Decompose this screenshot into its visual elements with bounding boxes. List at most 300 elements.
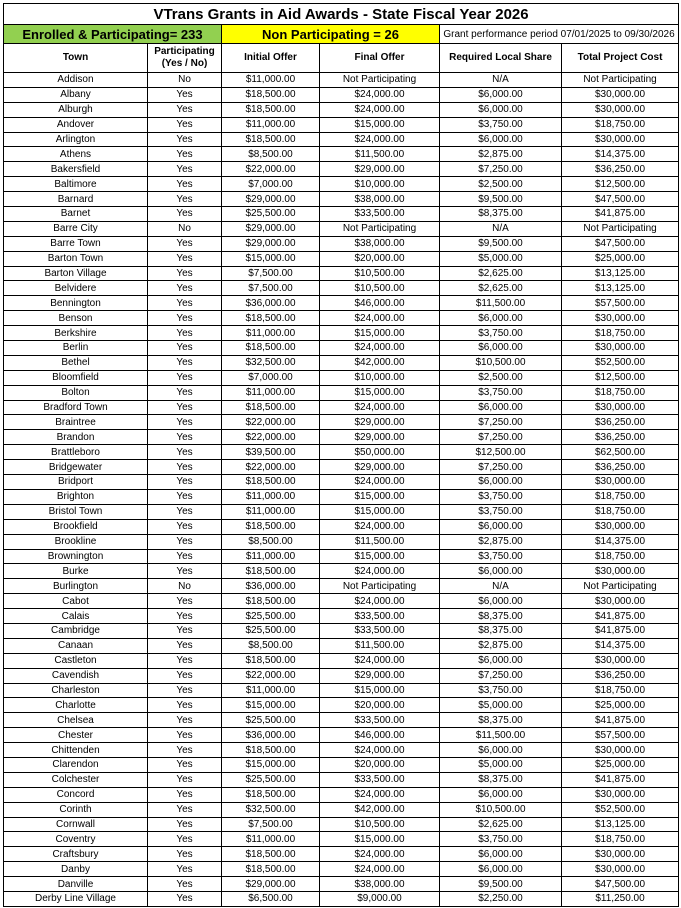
total-cost-cell: $25,000.00 <box>562 757 679 772</box>
local-share-cell: $6,000.00 <box>440 475 562 490</box>
initial-offer-cell: $22,000.00 <box>222 668 320 683</box>
participating-cell: Yes <box>148 87 222 102</box>
initial-offer-cell: $15,000.00 <box>222 757 320 772</box>
table-row <box>4 579 679 594</box>
total-cost-cell: Not Participating <box>562 221 679 236</box>
table-row <box>4 73 679 88</box>
final-offer-cell: $33,500.00 <box>320 207 440 222</box>
total-cost-cell: $41,875.00 <box>562 207 679 222</box>
initial-offer-cell: $7,500.00 <box>222 817 320 832</box>
total-cost-cell: $14,375.00 <box>562 147 679 162</box>
column-header-total-cost: Total Project Cost <box>562 44 679 73</box>
table-row <box>4 817 679 832</box>
participating-cell: Yes <box>148 564 222 579</box>
town-cell: Bethel <box>4 355 148 370</box>
initial-offer-cell: $29,000.00 <box>222 221 320 236</box>
table-row <box>4 668 679 683</box>
total-cost-cell: $18,750.00 <box>562 683 679 698</box>
total-cost-cell: $41,875.00 <box>562 609 679 624</box>
final-offer-cell: $29,000.00 <box>320 460 440 475</box>
local-share-cell: $6,000.00 <box>440 102 562 117</box>
town-cell: Brownington <box>4 549 148 564</box>
participating-cell: Yes <box>148 489 222 504</box>
local-share-cell: $3,750.00 <box>440 832 562 847</box>
local-share-cell: $6,000.00 <box>440 862 562 877</box>
table-row <box>4 415 679 430</box>
initial-offer-cell: $11,000.00 <box>222 73 320 88</box>
initial-offer-cell: $25,500.00 <box>222 609 320 624</box>
total-cost-cell: $30,000.00 <box>562 132 679 147</box>
table-row <box>4 519 679 534</box>
final-offer-cell: $24,000.00 <box>320 519 440 534</box>
total-cost-cell: $62,500.00 <box>562 445 679 460</box>
initial-offer-cell: $25,500.00 <box>222 772 320 787</box>
participating-cell: Yes <box>148 638 222 653</box>
local-share-cell: $6,000.00 <box>440 653 562 668</box>
total-cost-cell: $18,750.00 <box>562 326 679 341</box>
total-cost-cell: $47,500.00 <box>562 877 679 892</box>
participating-cell: Yes <box>148 281 222 296</box>
local-share-cell: $6,000.00 <box>440 564 562 579</box>
local-share-cell: $3,750.00 <box>440 385 562 400</box>
total-cost-cell: $11,250.00 <box>562 891 679 906</box>
table-row <box>4 891 679 906</box>
local-share-cell: $5,000.00 <box>440 757 562 772</box>
final-offer-cell: $24,000.00 <box>320 132 440 147</box>
local-share-cell: $7,250.00 <box>440 415 562 430</box>
total-cost-cell: $52,500.00 <box>562 802 679 817</box>
initial-offer-cell: $11,000.00 <box>222 117 320 132</box>
table-row <box>4 534 679 549</box>
initial-offer-cell: $11,000.00 <box>222 489 320 504</box>
final-offer-cell: $15,000.00 <box>320 832 440 847</box>
initial-offer-cell: $11,000.00 <box>222 549 320 564</box>
total-cost-cell: $36,250.00 <box>562 415 679 430</box>
town-cell: Bloomfield <box>4 370 148 385</box>
total-cost-cell: $47,500.00 <box>562 236 679 251</box>
town-cell: Athens <box>4 147 148 162</box>
final-offer-cell: $9,000.00 <box>320 891 440 906</box>
table-row <box>4 132 679 147</box>
town-cell: Calais <box>4 609 148 624</box>
table-row <box>4 430 679 445</box>
initial-offer-cell: $36,000.00 <box>222 296 320 311</box>
local-share-cell: $9,500.00 <box>440 877 562 892</box>
local-share-cell: $7,250.00 <box>440 668 562 683</box>
local-share-cell: $6,000.00 <box>440 311 562 326</box>
column-header-town: Town <box>4 44 148 73</box>
participating-cell: Yes <box>148 326 222 341</box>
participating-cell: Yes <box>148 594 222 609</box>
final-offer-cell: $20,000.00 <box>320 698 440 713</box>
final-offer-cell: $24,000.00 <box>320 743 440 758</box>
participating-cell: Yes <box>148 370 222 385</box>
initial-offer-cell: $11,000.00 <box>222 832 320 847</box>
enrolled-count-banner: Enrolled & Participating= 233 <box>4 25 222 44</box>
local-share-cell: $2,875.00 <box>440 534 562 549</box>
local-share-cell: $7,250.00 <box>440 460 562 475</box>
page-title: VTrans Grants in Aid Awards - State Fiscal Year 2026 <box>4 4 679 25</box>
town-cell: Cavendish <box>4 668 148 683</box>
final-offer-cell: $24,000.00 <box>320 341 440 356</box>
table-row <box>4 341 679 356</box>
total-cost-cell: $30,000.00 <box>562 341 679 356</box>
table-row <box>4 102 679 117</box>
table-row <box>4 832 679 847</box>
participating-cell: Yes <box>148 296 222 311</box>
table-row <box>4 594 679 609</box>
table-row <box>4 475 679 490</box>
participating-cell: Yes <box>148 519 222 534</box>
final-offer-cell: $15,000.00 <box>320 117 440 132</box>
initial-offer-cell: $22,000.00 <box>222 460 320 475</box>
local-share-cell: $6,000.00 <box>440 132 562 147</box>
local-share-cell: $2,875.00 <box>440 147 562 162</box>
table-row <box>4 609 679 624</box>
initial-offer-cell: $22,000.00 <box>222 430 320 445</box>
final-offer-cell: $20,000.00 <box>320 251 440 266</box>
initial-offer-cell: $7,000.00 <box>222 177 320 192</box>
table-row <box>4 713 679 728</box>
town-cell: Alburgh <box>4 102 148 117</box>
initial-offer-cell: $18,500.00 <box>222 564 320 579</box>
local-share-cell: $6,000.00 <box>440 400 562 415</box>
table-row <box>4 743 679 758</box>
local-share-cell: $7,250.00 <box>440 162 562 177</box>
town-cell: Barnet <box>4 207 148 222</box>
final-offer-cell: $24,000.00 <box>320 594 440 609</box>
local-share-cell: $3,750.00 <box>440 489 562 504</box>
local-share-cell: $2,500.00 <box>440 177 562 192</box>
local-share-cell: $6,000.00 <box>440 594 562 609</box>
initial-offer-cell: $25,500.00 <box>222 207 320 222</box>
final-offer-cell: $33,500.00 <box>320 713 440 728</box>
total-cost-cell: $12,500.00 <box>562 177 679 192</box>
final-offer-cell: $42,000.00 <box>320 802 440 817</box>
initial-offer-cell: $7,000.00 <box>222 370 320 385</box>
final-offer-cell: $11,500.00 <box>320 638 440 653</box>
final-offer-cell: $15,000.00 <box>320 504 440 519</box>
initial-offer-cell: $18,500.00 <box>222 787 320 802</box>
final-offer-cell: Not Participating <box>320 221 440 236</box>
final-offer-cell: $10,500.00 <box>320 266 440 281</box>
initial-offer-cell: $11,000.00 <box>222 683 320 698</box>
town-cell: Barton Town <box>4 251 148 266</box>
town-cell: Danville <box>4 877 148 892</box>
table-body <box>4 73 679 907</box>
local-share-cell: $12,500.00 <box>440 445 562 460</box>
final-offer-cell: $24,000.00 <box>320 787 440 802</box>
table-row <box>4 445 679 460</box>
column-header-participating: Participating (Yes / No) <box>148 44 222 73</box>
final-offer-cell: $24,000.00 <box>320 475 440 490</box>
table-row <box>4 787 679 802</box>
total-cost-cell: $30,000.00 <box>562 743 679 758</box>
town-cell: Bridport <box>4 475 148 490</box>
initial-offer-cell: $8,500.00 <box>222 638 320 653</box>
local-share-cell: N/A <box>440 221 562 236</box>
town-cell: Cabot <box>4 594 148 609</box>
table-row <box>4 207 679 222</box>
table-row <box>4 877 679 892</box>
local-share-cell: $7,250.00 <box>440 430 562 445</box>
initial-offer-cell: $18,500.00 <box>222 594 320 609</box>
table-row <box>4 236 679 251</box>
initial-offer-cell: $11,000.00 <box>222 385 320 400</box>
final-offer-cell: $10,000.00 <box>320 177 440 192</box>
initial-offer-cell: $22,000.00 <box>222 162 320 177</box>
table-row <box>4 87 679 102</box>
town-cell: Charleston <box>4 683 148 698</box>
total-cost-cell: $18,750.00 <box>562 385 679 400</box>
initial-offer-cell: $25,500.00 <box>222 623 320 638</box>
town-cell: Belvidere <box>4 281 148 296</box>
town-cell: Arlington <box>4 132 148 147</box>
table-row <box>4 728 679 743</box>
final-offer-cell: $46,000.00 <box>320 296 440 311</box>
table-row <box>4 281 679 296</box>
participating-cell: Yes <box>148 787 222 802</box>
table-row <box>4 772 679 787</box>
total-cost-cell: $30,000.00 <box>562 653 679 668</box>
town-cell: Chelsea <box>4 713 148 728</box>
local-share-cell: $8,375.00 <box>440 207 562 222</box>
table-row <box>4 177 679 192</box>
table-row <box>4 400 679 415</box>
initial-offer-cell: $18,500.00 <box>222 400 320 415</box>
participating-cell: Yes <box>148 534 222 549</box>
final-offer-cell: $15,000.00 <box>320 326 440 341</box>
final-offer-cell: $11,500.00 <box>320 147 440 162</box>
town-cell: Colchester <box>4 772 148 787</box>
table-row <box>4 564 679 579</box>
table-row <box>4 460 679 475</box>
town-cell: Barnard <box>4 192 148 207</box>
initial-offer-cell: $18,500.00 <box>222 311 320 326</box>
participating-cell: No <box>148 221 222 236</box>
participating-cell: Yes <box>148 683 222 698</box>
total-cost-cell: $30,000.00 <box>562 564 679 579</box>
participating-cell: Yes <box>148 132 222 147</box>
participating-cell: Yes <box>148 355 222 370</box>
local-share-cell: $6,000.00 <box>440 847 562 862</box>
town-cell: Berkshire <box>4 326 148 341</box>
town-cell: Danby <box>4 862 148 877</box>
town-cell: Charlotte <box>4 698 148 713</box>
local-share-cell: $2,875.00 <box>440 638 562 653</box>
local-share-cell: N/A <box>440 579 562 594</box>
participating-cell: Yes <box>148 832 222 847</box>
local-share-cell: $6,000.00 <box>440 87 562 102</box>
total-cost-cell: $30,000.00 <box>562 475 679 490</box>
table-row <box>4 847 679 862</box>
participating-cell: Yes <box>148 162 222 177</box>
final-offer-cell: $38,000.00 <box>320 236 440 251</box>
initial-offer-cell: $32,500.00 <box>222 355 320 370</box>
final-offer-cell: $24,000.00 <box>320 564 440 579</box>
town-cell: Brighton <box>4 489 148 504</box>
table-row <box>4 266 679 281</box>
participating-cell: Yes <box>148 772 222 787</box>
final-offer-cell: $29,000.00 <box>320 415 440 430</box>
town-cell: Braintree <box>4 415 148 430</box>
town-cell: Barton Village <box>4 266 148 281</box>
local-share-cell: $3,750.00 <box>440 504 562 519</box>
participating-cell: Yes <box>148 504 222 519</box>
table-row <box>4 802 679 817</box>
participating-cell: Yes <box>148 207 222 222</box>
table-row <box>4 653 679 668</box>
total-cost-cell: $30,000.00 <box>562 87 679 102</box>
final-offer-cell: Not Participating <box>320 579 440 594</box>
final-offer-cell: $46,000.00 <box>320 728 440 743</box>
final-offer-cell: $29,000.00 <box>320 430 440 445</box>
local-share-cell: $3,750.00 <box>440 683 562 698</box>
initial-offer-cell: $29,000.00 <box>222 192 320 207</box>
total-cost-cell: $36,250.00 <box>562 430 679 445</box>
final-offer-cell: $29,000.00 <box>320 162 440 177</box>
total-cost-cell: $41,875.00 <box>562 623 679 638</box>
participating-cell: Yes <box>148 891 222 906</box>
local-share-cell: $3,750.00 <box>440 117 562 132</box>
participating-cell: Yes <box>148 549 222 564</box>
town-cell: Cambridge <box>4 623 148 638</box>
town-cell: Derby Line Village <box>4 891 148 906</box>
initial-offer-cell: $22,000.00 <box>222 415 320 430</box>
final-offer-cell: $29,000.00 <box>320 668 440 683</box>
initial-offer-cell: $36,000.00 <box>222 579 320 594</box>
participating-cell: Yes <box>148 192 222 207</box>
participating-cell: Yes <box>148 817 222 832</box>
total-cost-cell: $13,125.00 <box>562 281 679 296</box>
town-cell: Burlington <box>4 579 148 594</box>
participating-cell: Yes <box>148 445 222 460</box>
final-offer-cell: $33,500.00 <box>320 623 440 638</box>
non-participating-count-banner: Non Participating = 26 <box>222 25 440 44</box>
total-cost-cell: $30,000.00 <box>562 400 679 415</box>
participating-cell: Yes <box>148 847 222 862</box>
total-cost-cell: $30,000.00 <box>562 102 679 117</box>
town-cell: Canaan <box>4 638 148 653</box>
total-cost-cell: $25,000.00 <box>562 698 679 713</box>
initial-offer-cell: $18,500.00 <box>222 341 320 356</box>
total-cost-cell: $41,875.00 <box>562 713 679 728</box>
town-cell: Brookline <box>4 534 148 549</box>
participating-cell: Yes <box>148 177 222 192</box>
table-row <box>4 296 679 311</box>
initial-offer-cell: $39,500.00 <box>222 445 320 460</box>
final-offer-cell: $10,000.00 <box>320 370 440 385</box>
town-cell: Chittenden <box>4 743 148 758</box>
participating-cell: Yes <box>148 653 222 668</box>
total-cost-cell: $52,500.00 <box>562 355 679 370</box>
local-share-cell: $5,000.00 <box>440 698 562 713</box>
table-row <box>4 683 679 698</box>
total-cost-cell: $13,125.00 <box>562 817 679 832</box>
table-row <box>4 385 679 400</box>
participating-cell: Yes <box>148 236 222 251</box>
participating-cell: Yes <box>148 251 222 266</box>
local-share-cell: $2,625.00 <box>440 266 562 281</box>
table-row <box>4 162 679 177</box>
participating-cell: Yes <box>148 713 222 728</box>
initial-offer-cell: $29,000.00 <box>222 877 320 892</box>
local-share-cell: $3,750.00 <box>440 549 562 564</box>
final-offer-cell: $24,000.00 <box>320 87 440 102</box>
initial-offer-cell: $11,000.00 <box>222 504 320 519</box>
participating-cell: Yes <box>148 728 222 743</box>
table-row <box>4 355 679 370</box>
final-offer-cell: $42,000.00 <box>320 355 440 370</box>
local-share-cell: N/A <box>440 73 562 88</box>
table-row <box>4 489 679 504</box>
town-cell: Corinth <box>4 802 148 817</box>
local-share-cell: $9,500.00 <box>440 236 562 251</box>
town-cell: Barre Town <box>4 236 148 251</box>
town-cell: Burke <box>4 564 148 579</box>
initial-offer-cell: $7,500.00 <box>222 281 320 296</box>
final-offer-cell: $24,000.00 <box>320 102 440 117</box>
local-share-cell: $8,375.00 <box>440 772 562 787</box>
final-offer-cell: $24,000.00 <box>320 311 440 326</box>
town-cell: Bakersfield <box>4 162 148 177</box>
initial-offer-cell: $36,000.00 <box>222 728 320 743</box>
town-cell: Castleton <box>4 653 148 668</box>
total-cost-cell: $18,750.00 <box>562 489 679 504</box>
initial-offer-cell: $18,500.00 <box>222 862 320 877</box>
local-share-cell: $6,000.00 <box>440 743 562 758</box>
participating-cell: Yes <box>148 475 222 490</box>
participating-cell: Yes <box>148 460 222 475</box>
initial-offer-cell: $18,500.00 <box>222 87 320 102</box>
final-offer-cell: $24,000.00 <box>320 400 440 415</box>
local-share-cell: $9,500.00 <box>440 192 562 207</box>
total-cost-cell: $14,375.00 <box>562 534 679 549</box>
local-share-cell: $6,000.00 <box>440 341 562 356</box>
grants-spreadsheet <box>3 3 678 907</box>
participating-cell: Yes <box>148 341 222 356</box>
participating-cell: Yes <box>148 862 222 877</box>
final-offer-cell: $15,000.00 <box>320 549 440 564</box>
final-offer-cell: $24,000.00 <box>320 847 440 862</box>
initial-offer-cell: $25,500.00 <box>222 713 320 728</box>
initial-offer-cell: $32,500.00 <box>222 802 320 817</box>
initial-offer-cell: $11,000.00 <box>222 326 320 341</box>
total-cost-cell: $57,500.00 <box>562 296 679 311</box>
grant-period-note: Grant performance period 07/01/2025 to 09/30/2026 <box>440 25 679 44</box>
initial-offer-cell: $8,500.00 <box>222 534 320 549</box>
total-cost-cell: $30,000.00 <box>562 311 679 326</box>
participating-cell: Yes <box>148 623 222 638</box>
initial-offer-cell: $18,500.00 <box>222 847 320 862</box>
town-cell: Barre City <box>4 221 148 236</box>
total-cost-cell: $13,125.00 <box>562 266 679 281</box>
final-offer-cell: $24,000.00 <box>320 862 440 877</box>
participating-cell: Yes <box>148 311 222 326</box>
participating-cell: No <box>148 579 222 594</box>
town-cell: Bennington <box>4 296 148 311</box>
town-cell: Concord <box>4 787 148 802</box>
column-header-final-offer: Final Offer <box>320 44 440 73</box>
initial-offer-cell: $18,500.00 <box>222 102 320 117</box>
local-share-cell: $8,375.00 <box>440 609 562 624</box>
town-cell: Bristol Town <box>4 504 148 519</box>
column-header-local-share: Required Local Share <box>440 44 562 73</box>
total-cost-cell: $30,000.00 <box>562 787 679 802</box>
participating-cell: Yes <box>148 117 222 132</box>
total-cost-cell: $30,000.00 <box>562 862 679 877</box>
final-offer-cell: $33,500.00 <box>320 772 440 787</box>
